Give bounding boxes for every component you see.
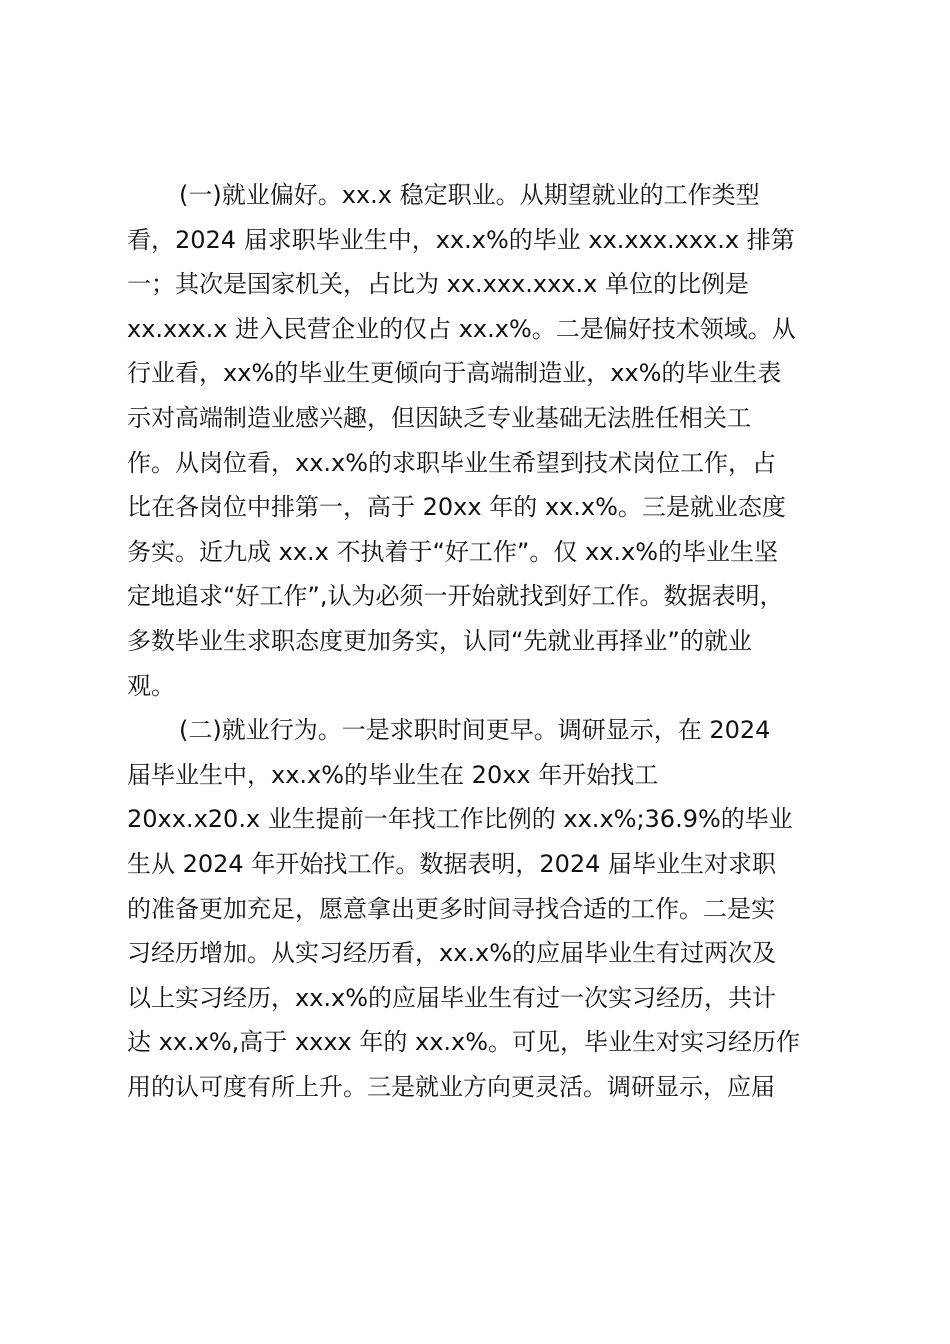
body-text bbox=[127, 173, 837, 1109]
paragraph-1-line-2: 看，2024 届求职毕业生中，xx.x%的毕业 xx.xxx.xxx.x 排第 bbox=[127, 225, 795, 254]
paragraph-1-line-12: 观。 bbox=[127, 671, 175, 700]
paragraph-2-line-9: 用的认可度有所上升。三是就业方向更灵活。调研显示，应届 bbox=[127, 1072, 775, 1101]
paragraph-1-line-10: 定地追求“好工作”,认为必须一开始就找到好工作。数据表明， bbox=[127, 582, 784, 611]
paragraph-1-line-1: (一)就业偏好。xx.x 稳定职业。从期望就业的工作类型 bbox=[179, 181, 760, 209]
paragraph-1-line-5: 行业看，xx%的毕业生更倾向于高端制造业，xx%的毕业生表 bbox=[127, 359, 782, 388]
paragraph-2-line-5: 的准备更加充足，愿意拿出更多时间寻找合适的工作。二是实 bbox=[127, 894, 775, 923]
paragraph-1-line-6: 示对高端制造业感兴趣，但因缺乏专业基础无法胜任相关工 bbox=[127, 403, 751, 432]
paragraph-1-line-7: 作。从岗位看，xx.x%的求职毕业生希望到技术岗位工作，占 bbox=[127, 448, 777, 477]
paragraph-1-line-11: 多数毕业生求职态度更加务实，认同“先就业再择业”的就业 bbox=[127, 626, 752, 655]
paragraph-1-line-8: 比在各岗位中排第一，高于 20xx 年的 xx.x%。三是就业态度 bbox=[127, 493, 786, 522]
paragraph-2-line-7: 以上实习经历，xx.x%的应届毕业生有过一次实习经历，共计 bbox=[127, 983, 777, 1012]
paragraph-2-line-4: 生从 2024 年开始找工作。数据表明，2024 届毕业生对求职 bbox=[127, 849, 777, 878]
paragraph-1-line-4: xx.xxx.x 进入民营企业的仅占 xx.x%。二是偏好技术领域。从 bbox=[127, 314, 796, 343]
paragraph-2-line-1: (二)就业行为。一是求职时间更早。调研显示，在 2024 bbox=[179, 716, 771, 745]
paragraph-2-line-8: 达 xx.x%,高于 xxxx 年的 xx.x%。可见，毕业生对实习经历作 bbox=[127, 1028, 801, 1057]
paragraph-1-line-3: 一；其次是国家机关，占比为 xx.xxx.xxx.x 单位的比例是 bbox=[127, 270, 749, 299]
paragraph-2-line-6: 习经历增加。从实习经历看，xx.x%的应届毕业生有过两次及 bbox=[127, 939, 777, 968]
paragraph-2-line-3: 20xx.x20.x 业生提前一年找工作比例的 xx.x%;36.9%的毕业 bbox=[127, 805, 793, 834]
paragraph-1-line-9: 务实。近九成 xx.x 不执着于“好工作”。仅 xx.x%的毕业生坚 bbox=[127, 537, 779, 566]
paragraph-2-line-2: 届毕业生中，xx.x%的毕业生在 20xx 年开始找工 bbox=[127, 760, 659, 789]
